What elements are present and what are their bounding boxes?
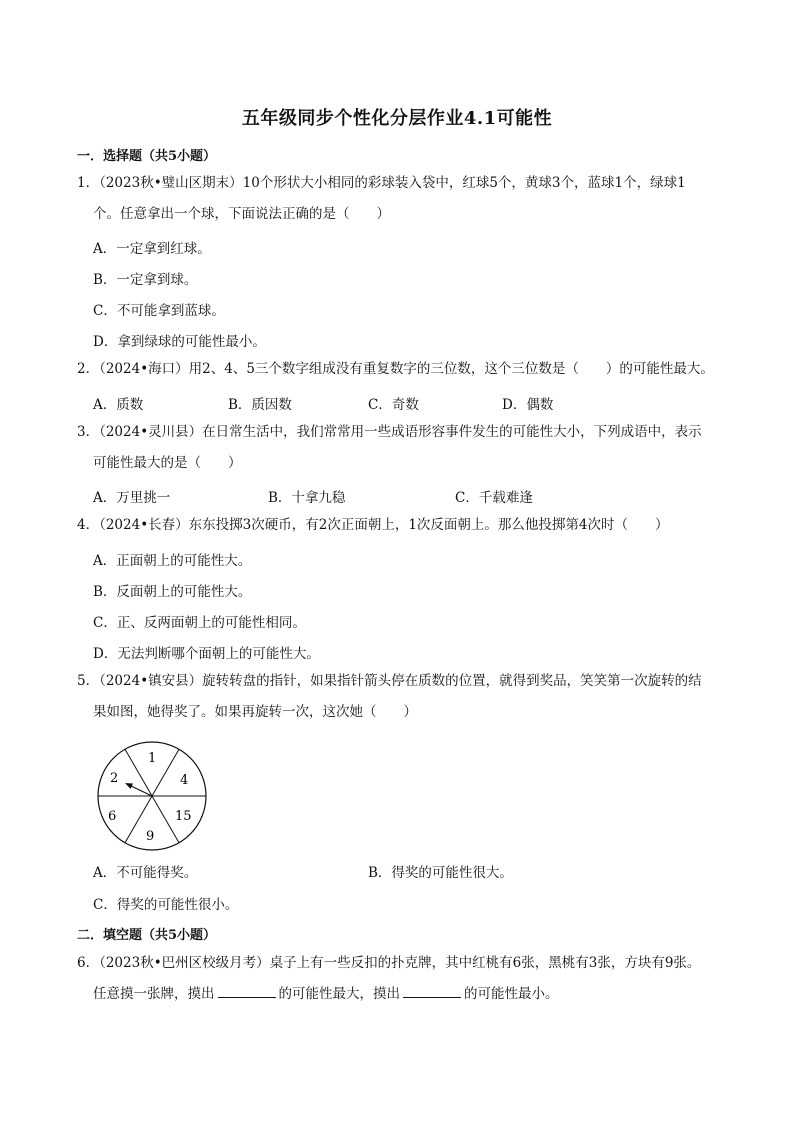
question-3-option-b: B．十拿九稳 [268,490,346,506]
question-5-option-b: B．得奖的可能性很大。 [368,865,513,881]
question-4 [77,510,727,541]
question-6-line-1: 6．（2023秋•巴州区校级月考）桌子上有一些反扣的扑克牌，其中红桃有6张，黑桃有3张，方块有9张。 [77,955,701,971]
question-4-option-b: B．反面朝上的可能性大。 [93,584,252,600]
question-4-option-a: A．正面朝上的可能性大。 [93,553,252,569]
question-2-option-b: B．质因数 [228,397,292,413]
page-title: 五年级同步个性化分层作业4.1可能性 [241,108,553,129]
question-4-line-1: 4．（2024•长春）东东投掷3次硬币，有2次正面朝上，1次反面朝上。那么他投掷第4次时（ ） [77,517,669,533]
spinner-svg [96,740,208,852]
pointer-arrow-icon [125,783,133,789]
spinner-number-9: 9 [146,829,155,844]
question-2 [77,354,727,385]
spinner-number-1: 1 [148,751,157,766]
question-4-option-c: C．正、反两面朝上的可能性相同。 [93,615,306,631]
question-3-line-1: 3．（2024•灵川县）在日常生活中，我们常常用一些成语形容事件发生的可能性大小，下列成语中，表示 [77,424,702,440]
question-6-text-b: 的可能性最大，摸出 [278,986,400,1002]
question-1-line-2: 个。任意拿出一个球，下面说法正确的是（ ） [93,206,390,222]
question-6 [77,948,727,1010]
answer-blank-2[interactable] [403,985,461,998]
question-1-option-b: B．一定拿到球。 [93,272,198,288]
question-3-line-2: 可能性最大的是（ ） [93,455,242,471]
question-6-text-a: 任意摸一张牌，摸出 [93,986,215,1002]
question-1-option-a: A．一定拿到红球。 [93,241,211,257]
question-1-option-d: D．拿到绿球的可能性最小。 [93,334,266,350]
spinner-number-2: 2 [110,771,119,786]
spinner-number-15: 15 [175,809,192,824]
section-heading-choice: 一．选择题（共5小题） [77,149,217,164]
spinner-number-4: 4 [180,773,189,788]
question-2-option-a: A．质数 [93,397,144,413]
question-6-line-2 [77,979,727,1010]
spinner-figure [96,740,208,852]
question-1-line-1: 1．（2023秋•璧山区期末）10个形状大小相同的彩球装入袋中，红球5个，黄球3个，蓝球1个，绿球1 [77,175,686,191]
question-5 [77,666,727,728]
question-3-option-c: C．千载难逢 [455,490,533,506]
question-4-option-d: D．无法判断哪个面朝上的可能性大。 [93,646,320,662]
question-5-line-2: 果如图，她得奖了。如果再旋转一次，这次她（ ） [93,704,417,720]
spinner-number-6: 6 [108,809,117,824]
question-2-line-1: 2．（2024•海口）用2、4、5三个数字组成没有重复数字的三位数，这个三位数是（ ）的可能性最大。 [77,361,714,377]
question-3-option-a: A．万里挑一 [93,490,171,506]
question-1 [77,168,727,230]
section-heading-fill-blank: 二．填空题（共5小题） [77,928,217,943]
question-1-option-c: C．不可能拿到蓝球。 [93,303,225,319]
question-3 [77,417,727,479]
answer-blank-1[interactable] [218,985,276,998]
question-2-option-c: C．奇数 [368,397,419,413]
question-6-text-c: 的可能性最小。 [464,986,559,1002]
question-5-option-a: A．不可能得奖。 [93,865,198,881]
question-2-option-d: D．偶数 [502,397,554,413]
question-5-option-c: C．得奖的可能性很小。 [93,897,239,913]
question-5-line-1: 5．（2024•镇安县）旋转转盘的指针，如果指针箭头停在质数的位置，就得到奖品，笑笑第一次旋转的结 [77,673,702,689]
